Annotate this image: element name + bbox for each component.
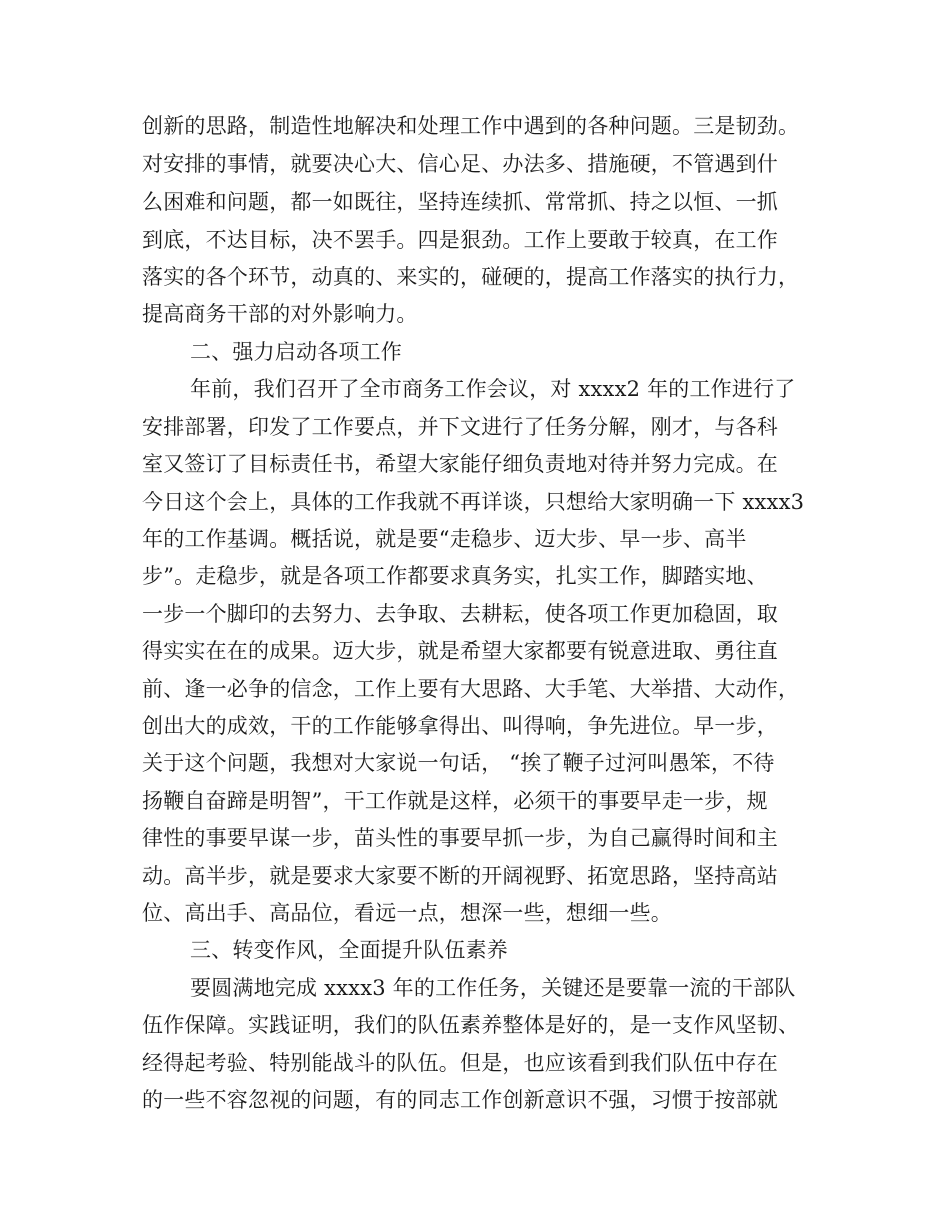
text-line: 步”。走稳步，就是各项工作都要求真务实，扎实工作，脚踏实地、 [142, 564, 768, 588]
text-line: 扬鞭自奋蹄是明智”，干工作就是这样，必须干的事要早走一步，规 [142, 789, 768, 813]
text-line: 室又签订了目标责任书，希望大家能仔细负责地对待并努力完成。在 [142, 452, 778, 476]
section-heading: 三、转变作风，全面提升队伍素养 [190, 938, 508, 962]
text-line: 安排部署，印发了工作要点，并下文进行了任务分解，刚才，与各科 [142, 415, 778, 439]
text-line: 落实的各个环节，动真的、来实的，碰硬的，提高工作落实的执行力， [142, 265, 800, 289]
text-line: 创出大的成效，干的工作能够拿得出、叫得响，争先进位。早一步， [142, 714, 778, 738]
text-line: 年前，我们召开了全市商务工作会议，对 xxxx2 年的工作进行了 [190, 377, 796, 401]
text-line: 要圆满地完成 xxxx3 年的工作任务，关键还是要靠一流的干部队 [190, 976, 796, 1000]
text-line: 的一些不容忽视的问题，有的同志工作创新意识不强，习惯于按部就 [142, 1088, 778, 1112]
text-line: 一步一个脚印的去努力、去争取、去耕耘，使各项工作更加稳固，取 [142, 602, 778, 626]
text-line: 到底，不达目标，决不罢手。四是狠劲。工作上要敢于较真，在工作 [142, 228, 778, 252]
text-line: 前、逢一必争的信念，工作上要有大思路、大手笔、大举措、大动作， [142, 677, 800, 701]
text-line: 关于这个问题，我想对大家说一句话， “挨了鞭子过河叫愚笨，不待 [142, 751, 775, 775]
text-line: 得实实在在的成果。迈大步，就是希望大家都要有锐意进取、勇往直 [142, 639, 778, 663]
section-heading: 二、强力启动各项工作 [190, 340, 402, 364]
text-line: 伍作保障。实践证明，我们的队伍素养整体是好的，是一支作风坚韧、 [142, 1013, 800, 1037]
text-line: 位、高出手、高品位，看远一点，想深一些，想细一些。 [142, 901, 672, 925]
text-line: 动。高半步，就是要求大家要不断的开阔视野、拓宽思路，坚持高站 [142, 864, 778, 888]
text-line: 提高商务干部的对外影响力。 [142, 302, 418, 326]
text-line: 年的工作基调。概括说，就是要“走稳步、迈大步、早一步、高半 [142, 527, 747, 551]
text-line: 律性的事要早谋一步，苗头性的事要早抓一步，为自己赢得时间和主 [142, 826, 778, 850]
text-line: 经得起考验、特别能战斗的队伍。但是，也应该看到我们队伍中存在 [142, 1051, 778, 1075]
text-line: 今日这个会上，具体的工作我就不再详谈，只想给大家明确一下 xxxx3 [142, 490, 805, 514]
text-line: 创新的思路，制造性地解决和处理工作中遇到的各种问题。三是韧劲。 [142, 114, 800, 138]
text-line: 么困难和问题，都一如既往，坚持连续抓、常常抓、持之以恒、一抓 [142, 190, 778, 214]
text-line: 对安排的事情，就要决心大、信心足、办法多、措施硬，不管遇到什 [142, 152, 778, 176]
